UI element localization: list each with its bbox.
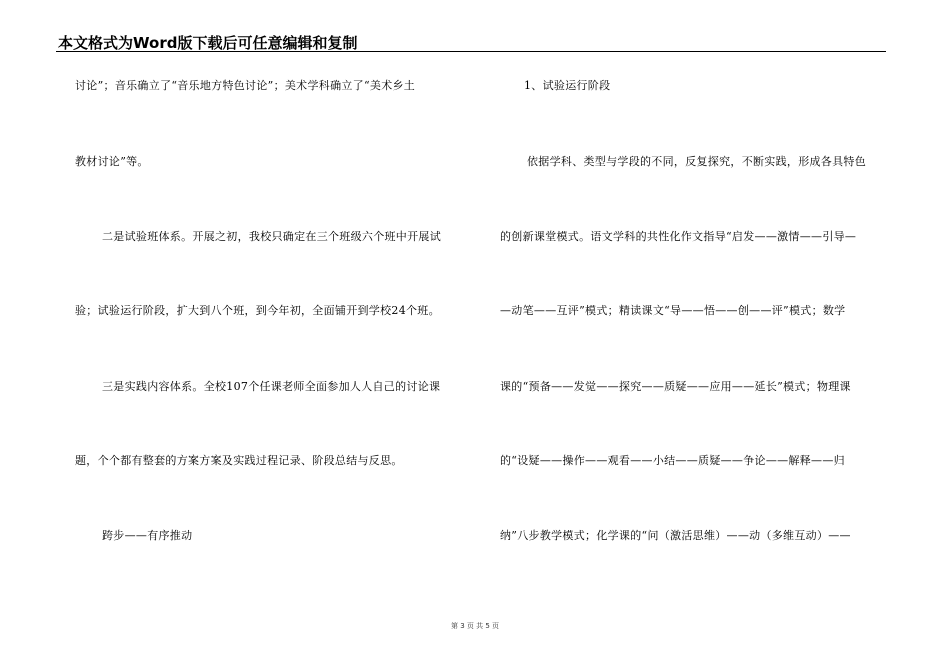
header-divider: [56, 51, 886, 52]
body-text-line: 教材讨论”等。: [75, 155, 149, 168]
section-heading: 1、试验运行阶段: [524, 79, 611, 92]
body-text-line: 二是试验班体系。开展之初，我校只确定在三个班级六个班中开展试: [102, 230, 441, 243]
body-text-line: 依据学科、类型与学段的不同，反复探究，不断实践，形成各具特色: [527, 155, 866, 168]
body-text-line: 验；试验运行阶段，扩大到八个班，到今年初，全面铺开到学校24个班。: [75, 304, 440, 317]
body-text-line: —动笔——互评”模式；精读课文“导——悟——创——评”模式；数学: [500, 304, 846, 317]
body-text-line: 讨论”；音乐确立了“音乐地方特色讨论”；美术学科确立了“美术乡土: [75, 79, 416, 92]
body-text-line: 题，个个都有整套的方案方案及实践过程记录、阶段总结与反思。: [75, 454, 403, 467]
body-text-line: 课的“预备——发觉——探究——质疑——应用——延长”模式；物理课: [500, 380, 851, 393]
body-text-line: 三是实践内容体系。全校107个任课老师全面参加人人自己的讨论课: [102, 380, 441, 393]
body-text-line: 的“设疑——操作——观看——小结——质疑——争论——解释——归: [500, 454, 845, 467]
body-text-line: 的创新课堂模式。语文学科的共性化作文指导“启发——激情——引导—: [500, 230, 857, 243]
document-header-title: 本文格式为Word版下载后可任意编辑和复制: [58, 34, 358, 52]
page-number-footer: 第 3 页 共 5 页: [450, 622, 500, 630]
section-heading: 跨步——有序推动: [102, 529, 193, 542]
body-text-line: 纳”八步教学模式；化学课的“问（激活思维）——动（多维互动）——: [500, 529, 851, 542]
